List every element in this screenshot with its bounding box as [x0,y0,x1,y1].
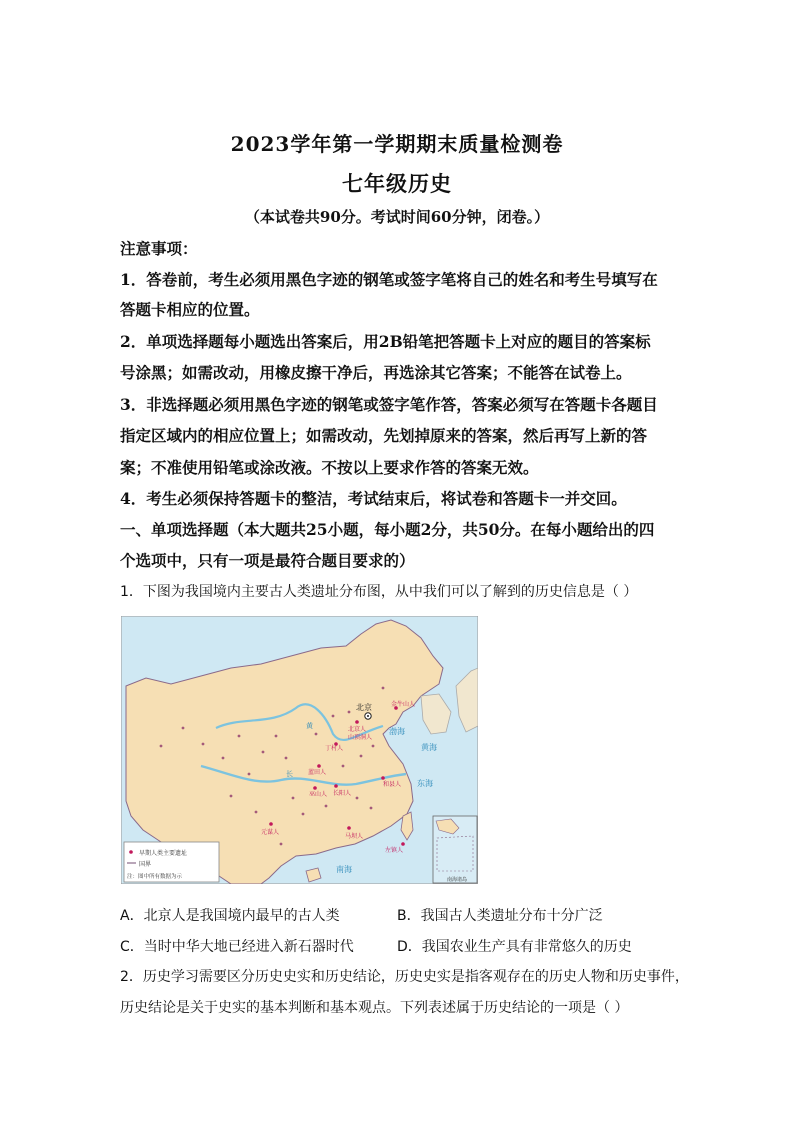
note-line: 案；不准使用铅笔或涂改液。不按以上要求作答的答案无效。 [120,458,539,477]
exam-subject: 七年级历史 [342,171,452,196]
legend-site-label: 早期人类主要遗址 [139,850,188,857]
question-1-stem: 1．下图为我国境内主要古人类遗址分布图，从中我们可以了解到的历史信息是（ ） [120,584,638,600]
site-marker [313,786,317,790]
ancient-human-sites-map [121,616,478,884]
note-line: 1．答卷前，考生必须用黑色字迹的钢笔或签字笔将自己的姓名和考生号填写在 [120,270,658,289]
note-line: 答题卡相应的位置。 [120,300,260,319]
exam-title: 2023学年第一学期期末质量检测卷 [230,132,564,156]
river-label: 长 [286,770,293,778]
question-2-stem: 历史结论是关于史实的基本判断和基本观点。下列表述属于历史结论的一项是（ ） [120,1000,629,1016]
site-label: 金牛山人 [391,701,416,708]
notes-heading: 注意事项： [120,239,198,258]
sea-label: 渤海 [389,727,405,736]
site-label: 马坝人 [345,833,364,840]
exam-info: （本试卷共90分。考试时间60分钟，闭卷。） [244,208,550,226]
legend-note: 注：图中所有数据为示 [127,874,183,880]
sea-label: 南海 [336,865,352,874]
question-1-option-c: C．当时中华大地已经进入新石器时代 [120,939,354,955]
note-line: 3．非选择题必须用黑色字迹的钢笔或签字笔作答，答案必须写在答题卡各题目 [120,395,658,414]
question-1-option-b: B．我国古人类遗址分布十分广泛 [397,908,603,924]
note-line: 2．单项选择题每小题选出答案后，用2B铅笔把答题卡上对应的题目的答案标 [120,332,651,351]
site-label: 北京人 [348,726,367,733]
site-label: 元谋人 [261,829,280,836]
site-marker [334,784,338,788]
site-label: 蓝田人 [308,769,327,776]
site-label: 左镇人 [385,847,404,854]
legend-site-marker [129,850,133,854]
site-marker [269,822,273,826]
site-label: 丁村人 [325,745,344,752]
legend-border-label: 国界 [139,861,152,868]
site-label: 和县人 [383,781,402,788]
inset-label: 南海诸岛 [447,877,468,883]
site-label: 山顶洞人 [348,734,373,741]
site-marker [401,842,405,846]
sea-label: 东海 [417,779,433,788]
question-2-stem: 2．历史学习需要区分历史史实和历史结论，历史史实是指客观存在的历史人物和历史事件， [120,969,689,985]
site-marker [381,776,385,780]
river-label: 黄 [306,722,313,730]
sea-label: 黄海 [421,743,437,752]
note-line: 4．考生必须保持答题卡的整洁，考试结束后，将试卷和答题卡一并交回。 [120,489,627,508]
note-line: 指定区域内的相应位置上；如需改动，先划掉原来的答案，然后再写上新的答 [120,426,648,445]
site-marker [347,826,351,830]
capital-label: 北京 [356,703,372,712]
question-1-option-a: A．北京人是我国境内最早的古人类 [120,908,340,924]
site-marker [355,720,359,724]
question-1-option-d: D．我国农业生产具有非常悠久的历史 [397,939,632,955]
site-marker [317,764,321,768]
site-label: 巫山人 [309,791,328,798]
section-heading: 一、单项选择题（本大题共25小题，每小题2分，共50分。在每小题给出的四 [120,520,655,539]
note-line: 号涂黑；如需改动，用橡皮擦干净后，再选涂其它答案；不能答在试卷上。 [120,363,632,382]
section-heading: 个选项中，只有一项是最符合题目要求的） [120,551,415,570]
site-label: 长阳人 [333,790,352,797]
